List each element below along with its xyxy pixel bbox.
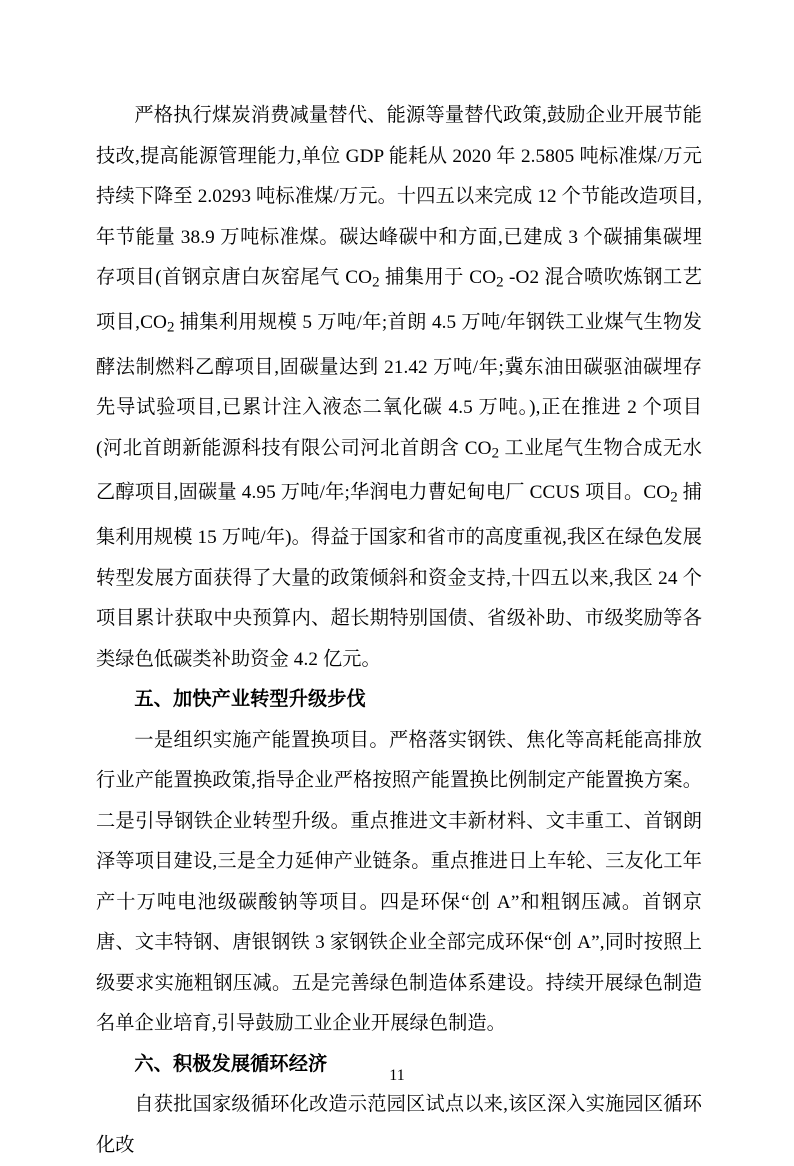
heading-circular-economy: 六、积极发展循环经济 [134, 1053, 328, 1075]
chemical-subscript: 2 [670, 489, 678, 506]
document-body [96, 96, 702, 1166]
chemical-subscript: 2 [166, 319, 175, 336]
chemical-subscript: 2 [491, 444, 500, 461]
heading-industry-transformation: 五、加快产业转型升级步伐 [134, 689, 366, 711]
paragraph-circular-economy: 自获批国家级循环化改造示范园区试点以来,该区深入实施园区循环化改 [96, 1094, 702, 1156]
chemical-subscript: 2 [496, 274, 504, 291]
paragraph-energy-policy: 严格执行煤炭消费减量替代、能源等量替代政策,鼓励企业开展节能技改,提高能源管理能力,单位 GDP 能耗从 2020 年 2.5805 吨标准煤/万元持续下降至 2.0293 吨标准煤/万元。十四五以来完成 12 个节能改造项目,年节能量 38.9 万吨标准煤。碳达峰碳中和方面,已建成 3 个碳捕集碳埋存项目(首钢京唐白灰窑尾气 $CO_2$ 捕集用于 $CO_2$ -O2 混合喷吹炼钢工艺项目$,CO_2$ 捕集利用规模 5 万吨/年;首朗 4.5 万吨/年钢铁工业煤气生物发酵法制燃料乙醇项目,固碳量达到 21.42 万吨/年;冀东油田碳驱油碳埋存先导试验项目,已累计注入液态二氧化碳 4.5 万吨。),正在推进 2 个项目(河北首朗新能源科技有限公司河北首朗含 $CO_2$ 工业尾气生物合成无水乙醇项目,固碳量 4.95 万吨/年;华润电力曹妃甸电厂 CCUS 项目。$CO_2$ 捕集利用规模 15 万吨/年)。得益于国家和省市的高度重视,我区在绿色发展转型发展方面获得了大量的政策倾斜和资金支持,十四五以来,我区 24 个项目累计获取中央预算内、超长期特别国债、省级补助、市级奖励等各类绿色低碳类补助资金 4.2 亿元。 [96, 105, 703, 670]
page-number: 11 [389, 1067, 405, 1084]
chemical-subscript: 2 [372, 274, 380, 291]
paragraph-industry-transformation: 一是组织实施产能置换项目。严格落实钢铁、焦化等高耗能高排放行业产能置换政策,指导企业严格按照产能置换比例制定产能置换方案。二是引导钢铁企业转型升级。重点推进文丰新材料、文丰重工、首钢朗泽等项目建设,三是全力延伸产业链条。重点推进日上车轮、三友化工年产十万吨电池级碳酸钠等项目。四是环保“创 A”和粗钢压减。首钢京唐、文丰特钢、唐银钢铁 3 家钢铁企业全部完成环保“创 A”,同时按照上级要求实施粗钢压减。五是完善绿色制造体系建设。持续开展绿色制造名单企业培育,引导鼓励工业企业开展绿色制造。 [96, 729, 702, 1035]
